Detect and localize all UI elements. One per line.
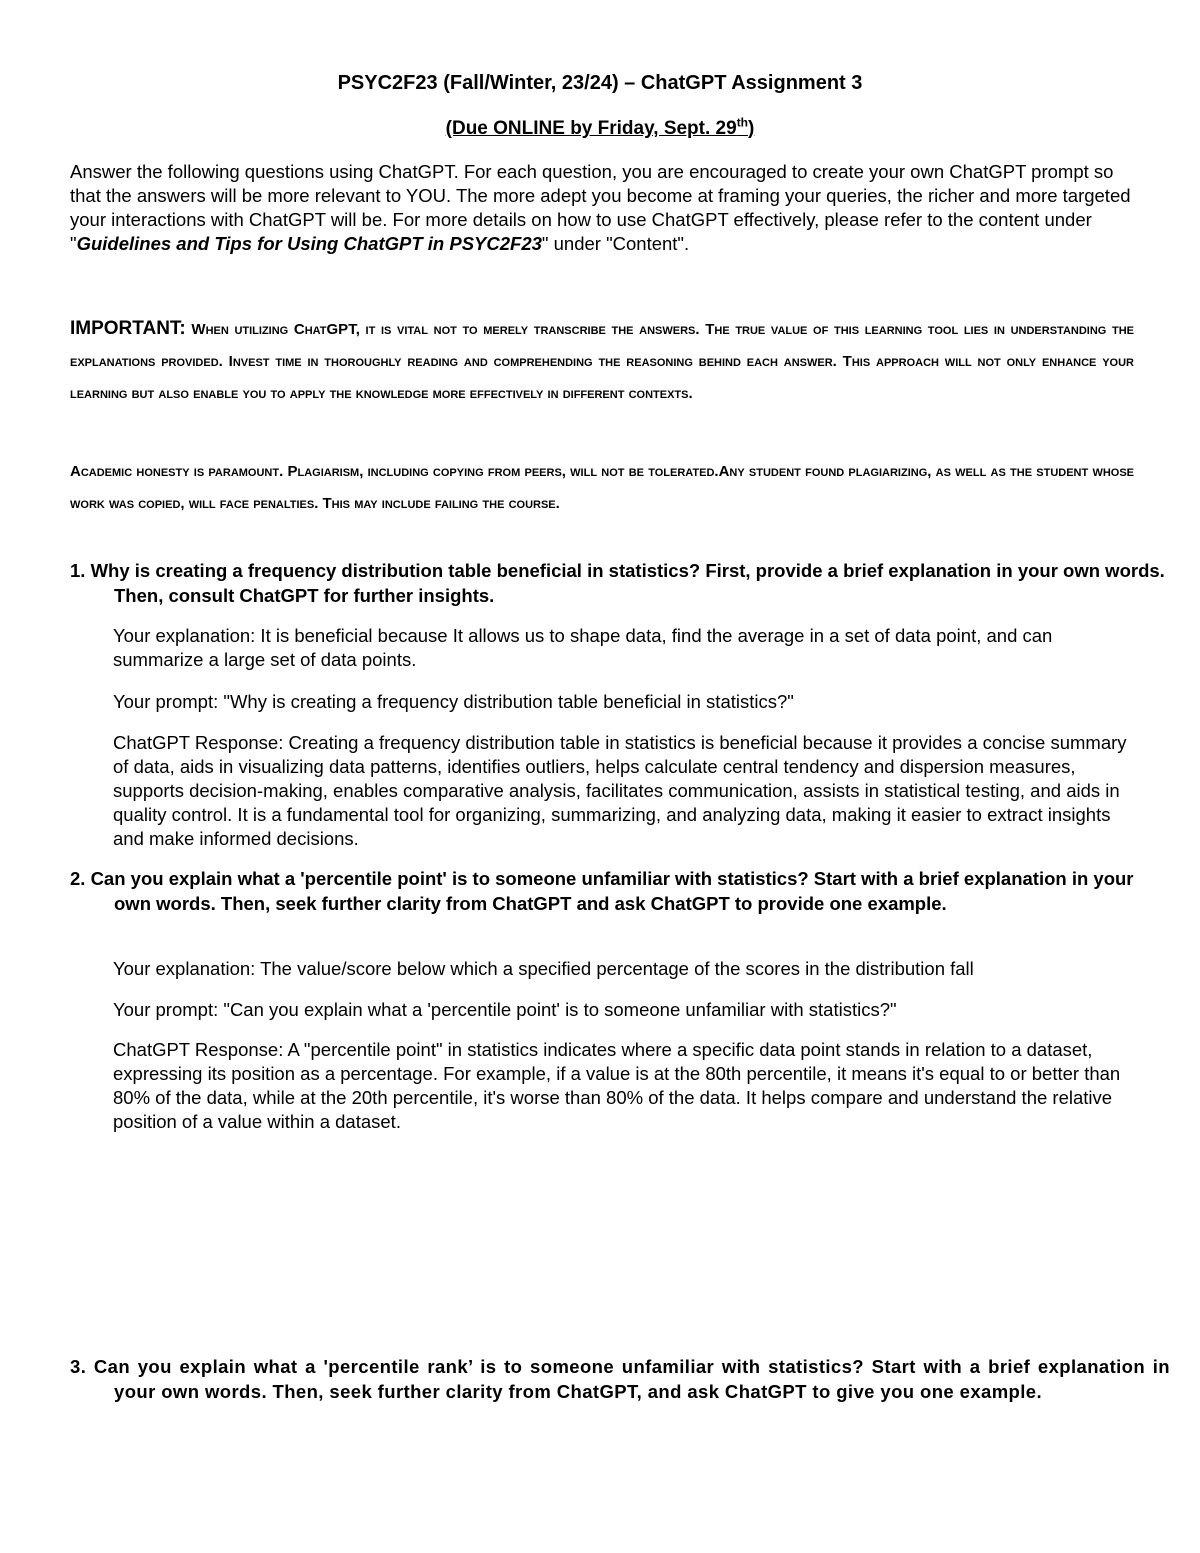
due-date-suffix: th [736, 116, 749, 130]
q1-explanation: Your explanation: It is beneficial because It allows us to shape data, find the average in a set of data point, and can summarize a large set of data points. [113, 625, 1053, 670]
important-notice [70, 313, 1134, 410]
question-3: 3. Can you explain what a 'percentile rank’ is to someone unfamiliar with statistics? Start with a brief explanation in your own words. Then, seek further clarity from ChatGPT, and ask ChatGPT to give you one example. [70, 1356, 1170, 1402]
question-1: 1. Why is creating a frequency distribution table beneficial in statistics? First, provide a brief explanation in your own words. Then, consult ChatGPT for further insights. [70, 560, 1165, 606]
q2-explanation: Your explanation: The value/score below which a specified percentage of the scores in the distribution fall [113, 958, 974, 979]
document-title: PSYC2F23 (Fall/Winter, 23/24) – ChatGPT Assignment 3 [337, 72, 863, 94]
intro-paragraph [70, 160, 1140, 256]
question-2: 2. Can you explain what a 'percentile point' is to someone unfamiliar with statistics? Start with a brief explanation in your own words. Then, seek further clarity from ChatGPT and ask ChatGPT to provide one example. [70, 868, 1134, 914]
q2-chatgpt-response: ChatGPT Response: A "percentile point" in statistics indicates where a specific data point stands in relation to a dataset, expressing its position as a percentage. For example, if a value is at the 80th percentile, it means it's equal to or better than 80% of the data, while at the 20th percentile, it's worse than 80% of the data. It helps compare and understand the relative position of a value within a dataset. [113, 1039, 1121, 1132]
important-label: IMPORTANT: [70, 318, 186, 339]
guidelines-reference: Guidelines and Tips for Using ChatGPT in PSYC2F23 [76, 233, 542, 254]
q1-prompt: Your prompt: "Why is creating a frequency distribution table beneficial in statistics?" [113, 691, 794, 712]
due-date-close: ) [748, 118, 755, 140]
intro-text: Answer the following questions using ChatGPT. For each question, you are encouraged to create your own ChatGPT prompt so that the answers will be more relevant to YOU. The more adept you become at framing your queries, the richer and more targeted your interactions with ChatGPT will be. For more details on how to use ChatGPT effectively, please refer to the content under " [70, 161, 1131, 254]
due-date [0, 116, 1200, 140]
q2-prompt: Your prompt: "Can you explain what a 'percentile point' is to someone unfamiliar with statistics?" [113, 999, 897, 1020]
due-date-text: (Due ONLINE by Friday, Sept. 29 [445, 118, 737, 140]
academic-honesty-notice: Academic honesty is paramount. Plagiarism, including copying from peers, will not be tolerated.Any student found plagiarizing, as well as the student whose work was copied, will face penalties. This may include failing the course. [70, 463, 1134, 512]
q1-chatgpt-response: ChatGPT Response: Creating a frequency distribution table in statistics is beneficial because it provides a concise summary of data, aids in visualizing data patterns, identifies outliers, helps calculate central tendency and dispersion measures, supports decision-making, enables comparative analysis, facilitates communication, assists in statistical testing, and aids in quality control. It is a fundamental tool for organizing, summarizing, and analyzing data, making it easier to extract insights and make informed decisions. [113, 732, 1127, 849]
intro-text-end: " under "Content". [541, 233, 690, 254]
important-text: When utilizing ChatGPT, it is vital not to merely transcribe the answers. The true value of this learning tool lies in understanding the explanations provided. Invest time in thoroughly reading and comprehending the reasoning behind each answer. This approach will not only enhance your learning but also enable you to apply the knowledge more effectively in different contexts. [70, 321, 1134, 402]
